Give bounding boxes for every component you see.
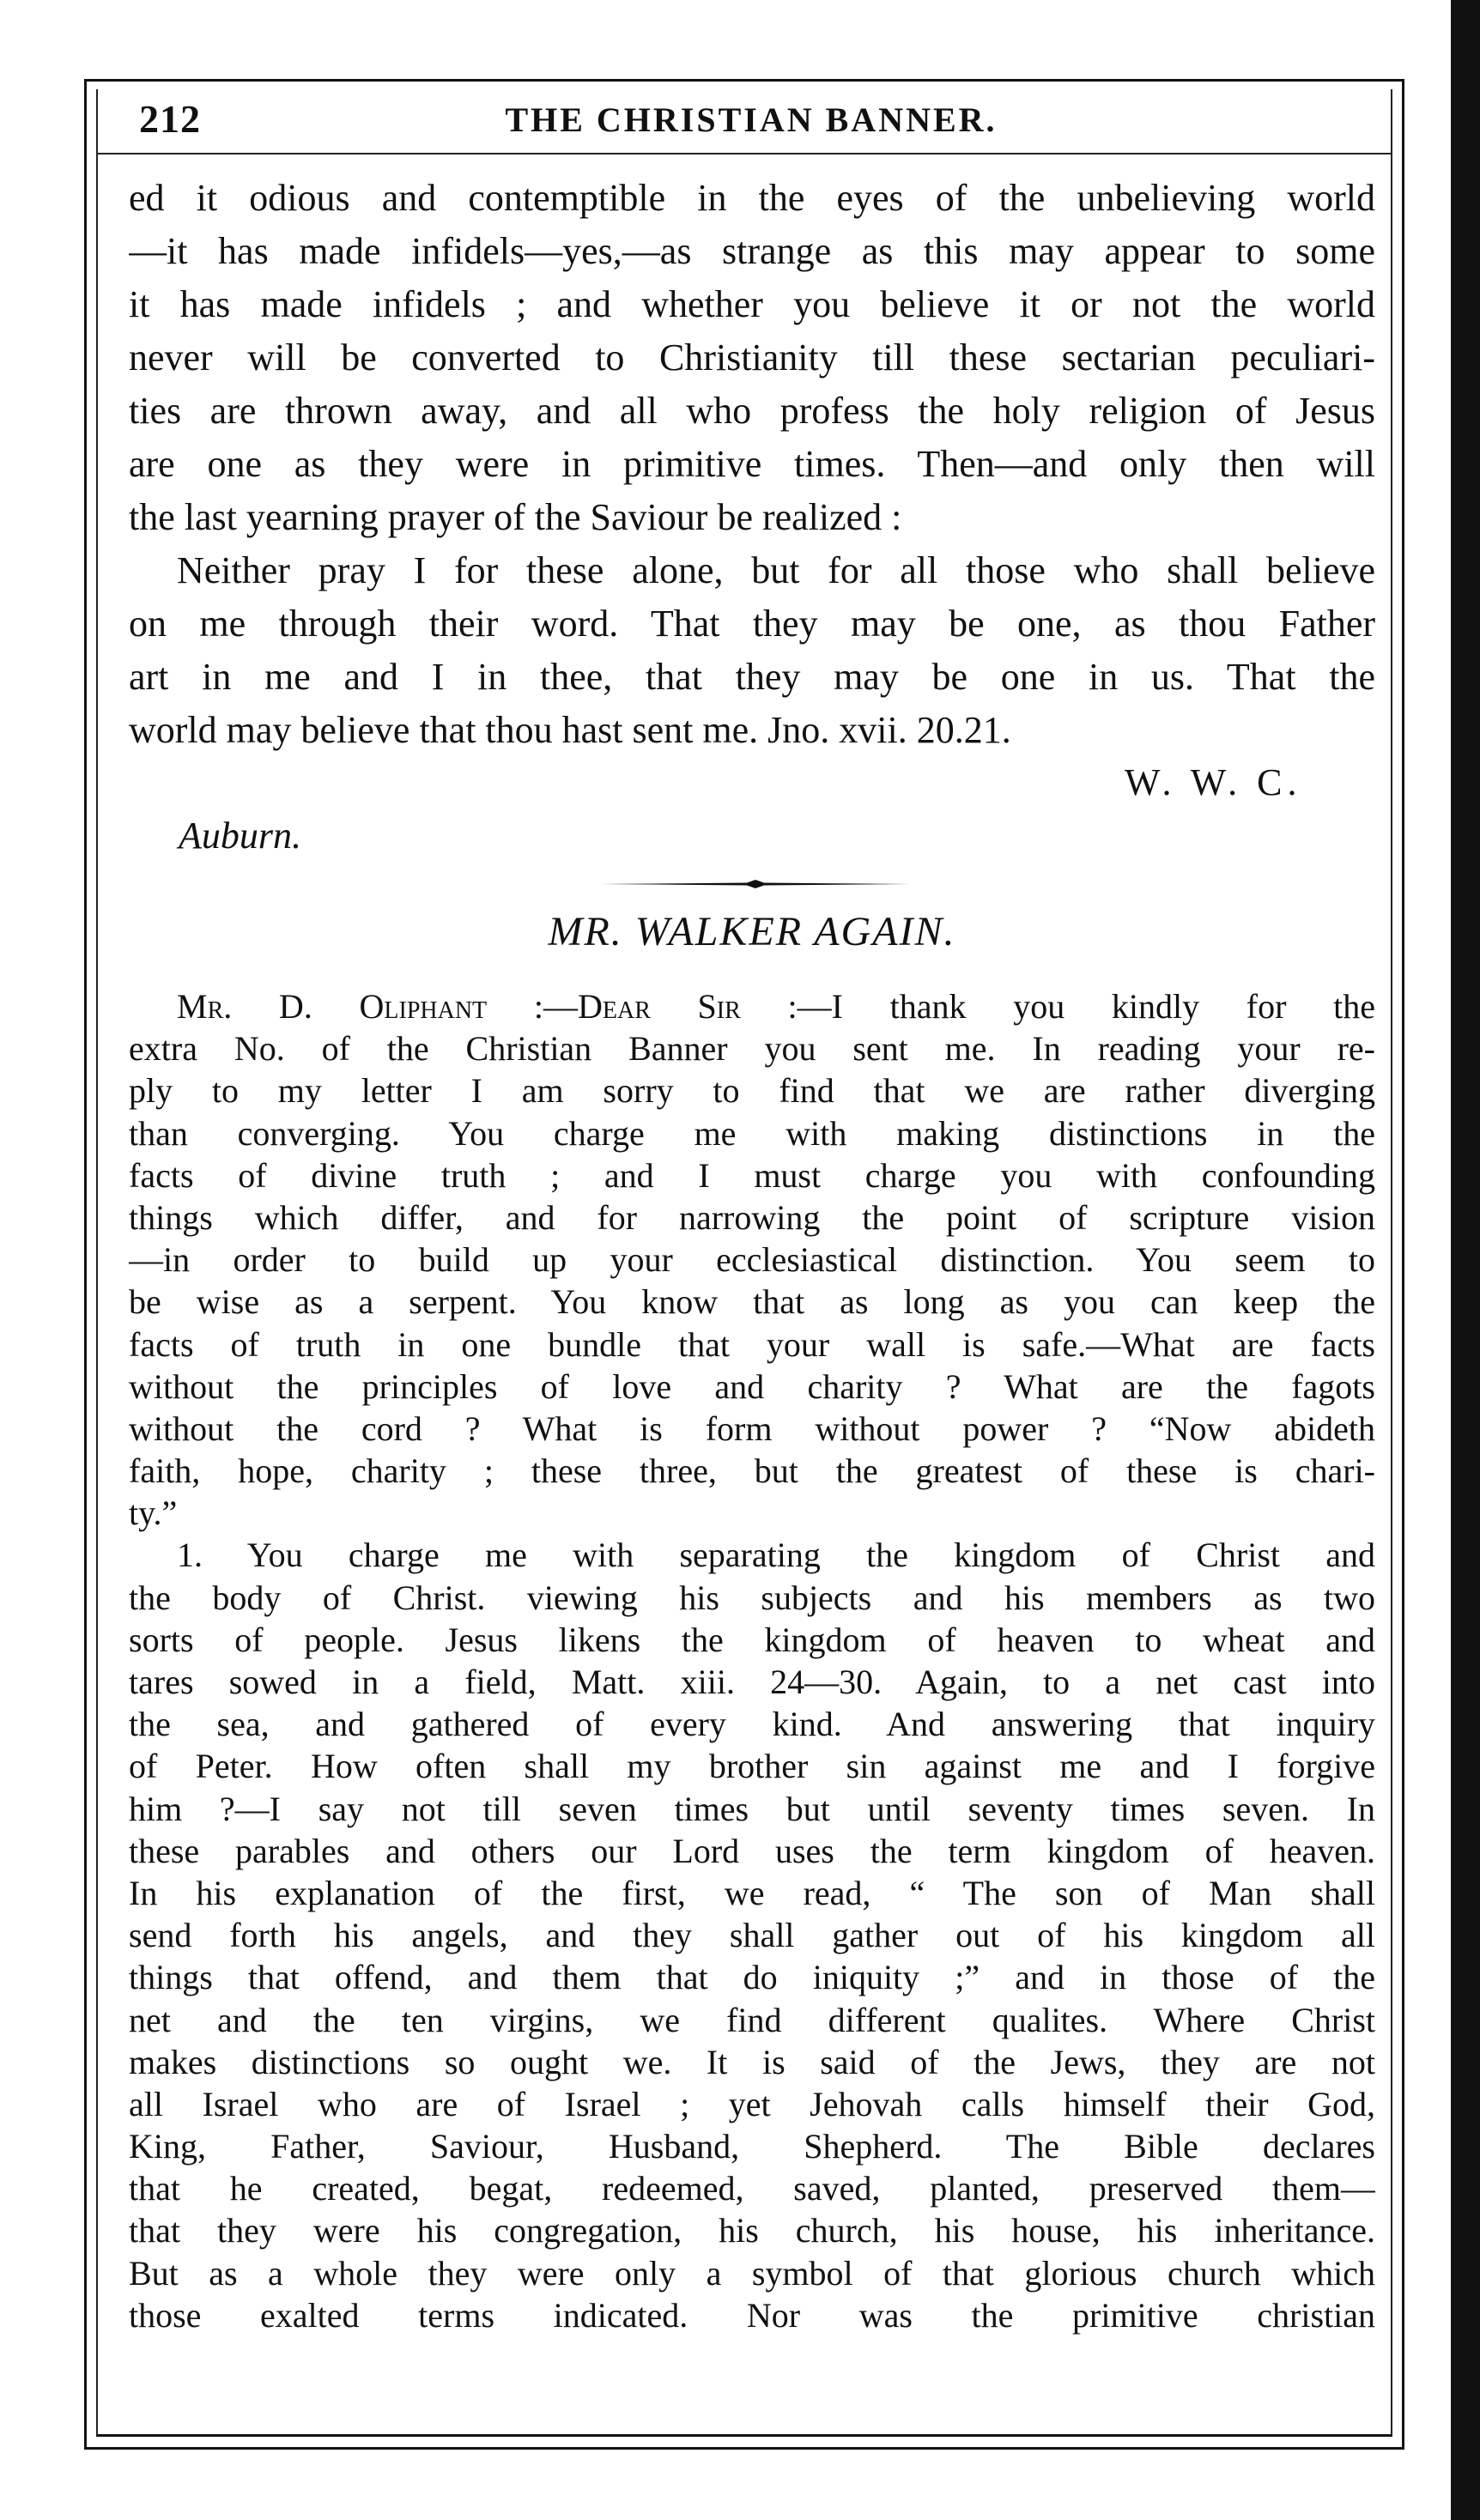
quote-line: art in me and I in thee, that they may be one in us. That the [129, 656, 1375, 698]
text-line: than converging. You charge me with making distinctions in the [129, 1113, 1375, 1153]
text-line: But as a whole they were only a symbol of that glorious church which [129, 2253, 1375, 2293]
binding-edge [1451, 0, 1480, 2520]
text-line: him ?—I say not till seven times but until seventy times seven. In [129, 1789, 1375, 1828]
text-line: be wise as a serpent. You know that as long as you can keep the [129, 1282, 1375, 1322]
salutation-greeting: Dear Sir [577, 987, 741, 1026]
section-divider-ornament [601, 877, 910, 891]
text-line: ply to my letter I am sorry to find that we are rather diverging [129, 1071, 1375, 1111]
text-line: net and the ten virgins, we find different qualites. Where Christ [129, 2000, 1375, 2039]
letter-body [129, 985, 1375, 2336]
text-line: without the principles of love and charity ? What are the fagots [129, 1366, 1375, 1406]
text-line: things that offend, and them that do iniquity ;” and in those of the [129, 1958, 1375, 1997]
text-line: it has made infidels ; and whether you believe it or not the world [129, 283, 1375, 325]
text-line: —in order to build up your ecclesiastical distinction. You seem to [129, 1240, 1375, 1280]
text-line: facts of truth in one bundle that your wall is safe.—What are facts [129, 1324, 1375, 1364]
text-line: send forth his angels, and they shall gather out of his kingdom all [129, 1916, 1375, 1955]
text-line: ed it odious and contemptible in the eyes of the unbelieving world [129, 177, 1375, 219]
text-line: King, Father, Saviour, Husband, Shepherd. The Bible declares [129, 2127, 1375, 2166]
salutation-line: Mr. D. Oliphant :—Dear Sir :—I thank you kindly for the [177, 987, 1375, 1026]
text-line: 1. You charge me with separating the kingdom of Christ and [177, 1536, 1375, 1575]
text-line: that they were his congregation, his church, his house, his inheritance. [129, 2211, 1375, 2250]
text-line: of Peter. How often shall my brother sin against me and I forgive [129, 1747, 1375, 1786]
text-line: sorts of people. Jesus likens the kingdom of heaven to wheat and [129, 1620, 1375, 1659]
page-number: 212 [139, 97, 201, 141]
text-line: ty.” [129, 1493, 178, 1533]
article-title: MR. WALKER AGAIN. [548, 909, 956, 954]
text-line: the sea, and gathered of every kind. And answering that inquiry [129, 1705, 1375, 1744]
quote-line: Neither pray I for these alone, but for all those who shall believe [177, 549, 1375, 591]
text-line: makes distinctions so ought we. It is said of the Jews, they are not [129, 2042, 1375, 2081]
previous-article-end [129, 172, 1375, 544]
author-signature: W. W. C. [1125, 761, 1302, 803]
salutation-text: I thank you kindly for the [831, 987, 1375, 1026]
running-head: THE CHRISTIAN BANNER. [505, 100, 998, 139]
text-line: extra No. of the Christian Banner you sent me. In reading your re- [129, 1029, 1375, 1069]
header-rule [96, 153, 1391, 154]
text-line: things which differ, and for narrowing the point of scripture vision [129, 1197, 1375, 1237]
text-line: the body of Christ. viewing his subjects and his members as two [129, 1578, 1375, 1617]
text-line: that he created, begat, redeemed, saved, planted, preserved them— [129, 2169, 1375, 2208]
text-line: In his explanation of the first, we read, “ The son of Man shall [129, 1873, 1375, 1912]
text-line: facts of divine truth ; and I must charge you with confounding [129, 1155, 1375, 1195]
text-line: faith, hope, charity ; these three, but the greatest of these is chari- [129, 1451, 1375, 1491]
text-line: tares sowed in a field, Matt. xiii. 24—30. Again, to a net cast into [129, 1663, 1375, 1701]
page-header [129, 91, 1374, 148]
text-line: are one as they were in primitive times. Then—and only then will [129, 443, 1375, 485]
text-line: those exalted terms indicated. Nor was the primitive christian [129, 2295, 1375, 2335]
text-line: the last yearning prayer of the Saviour be realized : [129, 496, 902, 538]
place-line: Auburn. [179, 815, 301, 857]
addressee-name: Mr. D. Oliphant [177, 987, 488, 1026]
scripture-quote [129, 544, 1375, 757]
quote-line: on me through their word. That they may be one, as thou Father [129, 603, 1375, 645]
text-line: without the cord ? What is form without power ? “Now abideth [129, 1408, 1375, 1448]
text-line: —it has made infidels—yes,—as strange as this may appear to some [129, 230, 1375, 272]
text-line: these parables and others our Lord uses the term kingdom of heaven. [129, 1831, 1375, 1870]
text-line: all Israel who are of Israel ; yet Jehovah calls himself their God, [129, 2084, 1375, 2123]
text-line: never will be converted to Christianity till these sectarian peculiari- [129, 336, 1375, 379]
quote-line: world may believe that thou hast sent me. Jno. xvii. 20.21. [129, 709, 1011, 751]
text-line: ties are thrown away, and all who profess the holy religion of Jesus [129, 390, 1375, 432]
